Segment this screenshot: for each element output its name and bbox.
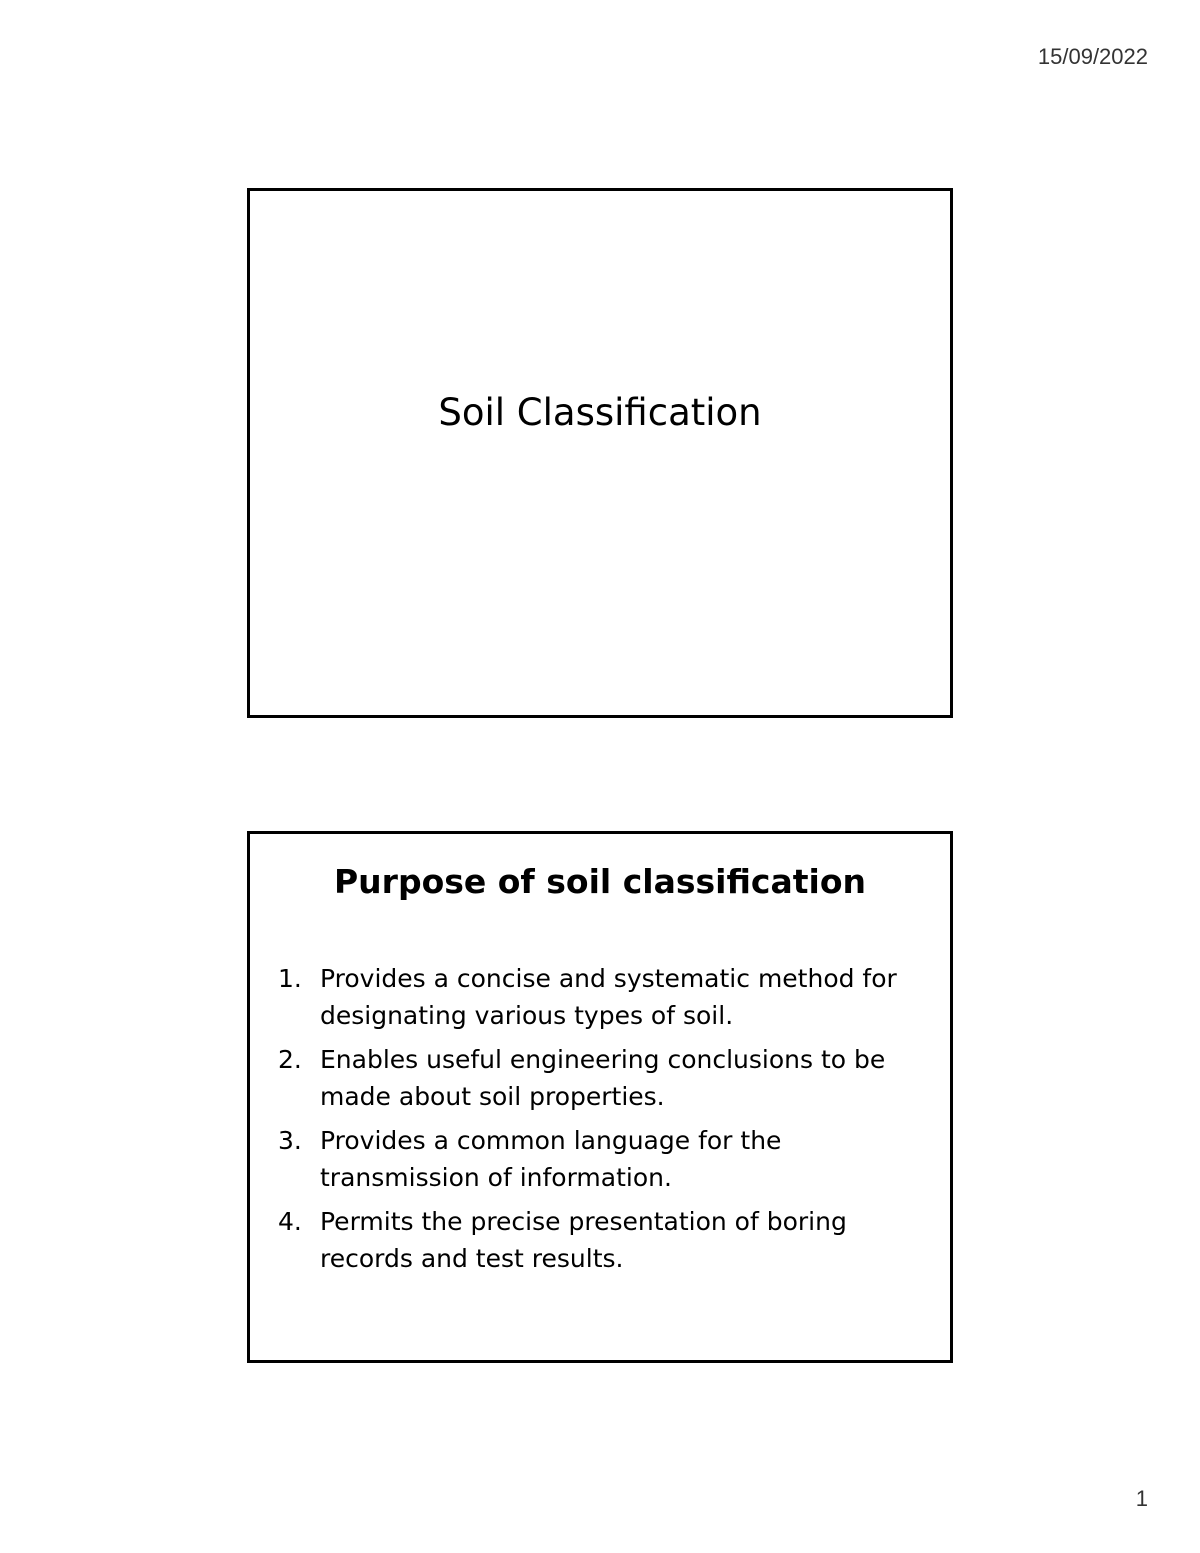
list-item-number: 3. bbox=[278, 1126, 302, 1155]
page-date: 15/09/2022 bbox=[1037, 44, 1148, 69]
list-item bbox=[278, 1041, 910, 1115]
list-item-number: 2. bbox=[278, 1045, 302, 1074]
list-item-text: Provides a concise and systematic method for designating various types of soil. bbox=[320, 964, 897, 1030]
list-item-text: Permits the precise presentation of boring records and test results. bbox=[320, 1207, 847, 1273]
list-item-number: 4. bbox=[278, 1207, 302, 1236]
page-number: 1 bbox=[1135, 1486, 1148, 1511]
slide-soil-classification bbox=[247, 188, 953, 718]
slide-purpose bbox=[247, 831, 953, 1363]
list-item-text: Provides a common language for the transmission of information. bbox=[320, 1126, 782, 1192]
purpose-list bbox=[278, 960, 910, 1284]
slide-title: Soil Classification bbox=[438, 391, 762, 434]
slide-title: Purpose of soil classification bbox=[334, 862, 866, 901]
list-item bbox=[278, 1203, 910, 1277]
list-item bbox=[278, 1122, 910, 1196]
list-item-number: 1. bbox=[278, 964, 302, 993]
list-item bbox=[278, 960, 910, 1034]
list-item-text: Enables useful engineering conclusions to be made about soil properties. bbox=[320, 1045, 886, 1111]
